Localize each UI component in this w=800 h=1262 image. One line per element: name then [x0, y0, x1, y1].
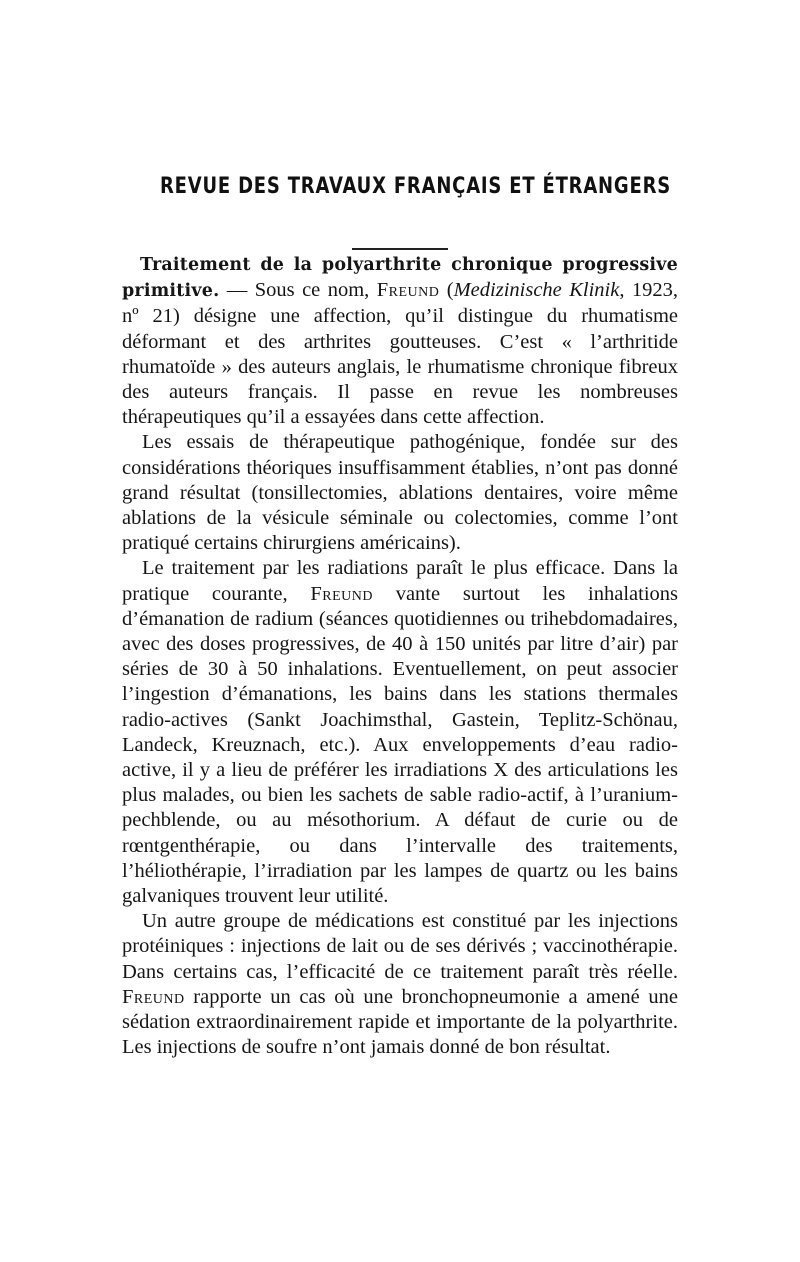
journal-name: Medizinische Klinik [453, 279, 620, 302]
paragraph-3-text-b: vante surtout les inhalations d’émanation de radium (séances quotidiennes ou trihebdomadaires, avec des doses progressives, de 40 à 150 unités par litre d’air) par séries de 30 à 50 inhalations. Eventuellement, on peut associer l’ingestion d’émanations, les bains dans les stations thermales radio-actives (Sankt Joachimsthal, Gastein, Teplitz-Schönau, Landeck, Kreuznach, etc.). Aux enveloppements d’eau radio-active, il y a lieu de préférer les irradiations X des articulations les plus malades, ou bien les sachets de sable radio-actif, à l’uranium-pechblende, ou au mésothorium. A défaut de curie ou de rœntgenthérapie, ou dans l’intervalle des traitements, l’héliothérapie, l’irradiation par les lampes de quartz ou les bains galvaniques trouvent leur utilité. [122, 582, 678, 908]
paragraph-1-text-a: — Sous ce nom, [219, 279, 377, 302]
paragraph-2: Les essais de thérapeutique pathogénique, fondée sur des considérations théoriques insuffisamment établies, n’ont pas donné grand résultat (tonsillectomies, ablations dentaires, voire même ablations de la vésicule séminale ou colectomies, comme l’ont pratiqué certains chirurgiens américains). [122, 431, 678, 555]
page-heading: REVUE DES TRAVAUX FRANÇAIS ET ÉTRANGERS [160, 173, 672, 199]
paragraph-1-text-b: ( [439, 279, 454, 302]
paragraph-3 [122, 556, 678, 909]
article-body [122, 252, 678, 1061]
paragraph-4-text-b: rapporte un cas où une bronchopneumonie a amené une sédation extraordinairement rapide et importante de la polyarthrite. Les injections de soufre n’ont jamais donné de bon résultat. [122, 985, 678, 1059]
author-name: Freund [122, 985, 185, 1008]
author-name: Freund [376, 279, 440, 302]
title-rule [352, 248, 448, 250]
paragraph-4 [122, 909, 678, 1060]
paragraph-1 [122, 252, 678, 430]
article-title: Traitement de la polyarthrite chronique progressive primitive. [122, 255, 678, 302]
paragraph-3-text-a: Le traitement par les radiations paraît le plus efficace. Dans la pratique courante, [122, 557, 678, 605]
paragraph-1-text-c: , 1923, nº 21) désigne une affection, qu’il distingue du rhumatisme déformant et des arthrites goutteuses. C’est « l’arthritide rhumatoïde » des auteurs anglais, le rhumatisme chronique fibreux des auteurs français. Il passe en revue les nombreuses thérapeutiques qu’il a essayées dans cette affection. [122, 279, 679, 429]
paragraph-4-text-a: Un autre groupe de médications est constitué par les injections protéiniques : injections de lait ou de ses dérivés ; vaccinothérapie. Dans certains cas, l’efficacité de ce traitement paraît très réelle. [122, 910, 678, 983]
author-name: Freund [310, 582, 373, 605]
